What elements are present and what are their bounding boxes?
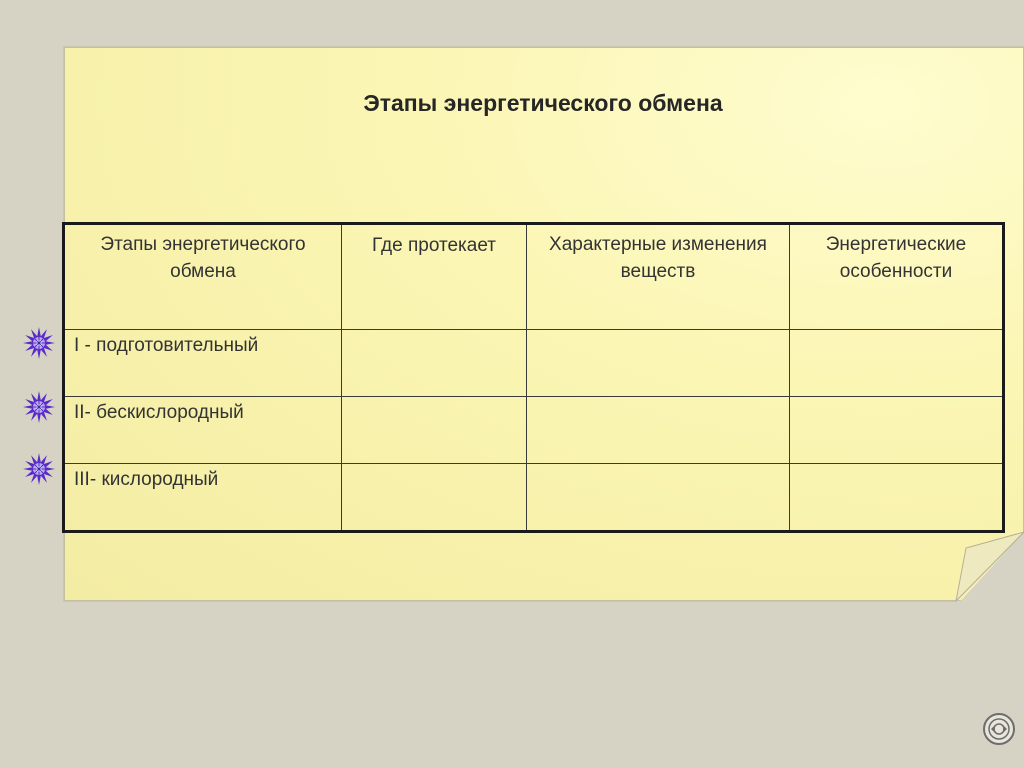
stage-name-cell: II- бескислородный xyxy=(64,397,342,464)
table-header-row xyxy=(64,224,1004,330)
starburst-bullet-icon xyxy=(22,390,56,424)
energy-cell xyxy=(790,464,1004,532)
energy-stages-table xyxy=(62,222,1005,533)
where-cell xyxy=(342,330,527,397)
changes-cell xyxy=(527,464,790,532)
table-row xyxy=(64,464,1004,532)
starburst-bullet-icon xyxy=(22,326,56,360)
slide-navigation-icon[interactable] xyxy=(982,712,1016,746)
energy-cell xyxy=(790,330,1004,397)
stage-name-cell: III- кислородный xyxy=(64,464,342,532)
changes-cell xyxy=(527,330,790,397)
energy-cell xyxy=(790,397,1004,464)
header-changes: Характерные изменения веществ xyxy=(527,224,790,330)
where-cell xyxy=(342,464,527,532)
table-row xyxy=(64,330,1004,397)
header-energy: Энергетические особенности xyxy=(790,224,1004,330)
table-row xyxy=(64,397,1004,464)
changes-cell xyxy=(527,397,790,464)
slide-title: Этапы энергетического обмена xyxy=(363,90,723,116)
stage-name-cell: I - подготовительный xyxy=(64,330,342,397)
where-cell xyxy=(342,397,527,464)
header-where: Где протекает xyxy=(342,224,527,330)
header-stages: Этапы энергетического обмена xyxy=(64,224,342,330)
starburst-bullet-icon xyxy=(22,452,56,486)
